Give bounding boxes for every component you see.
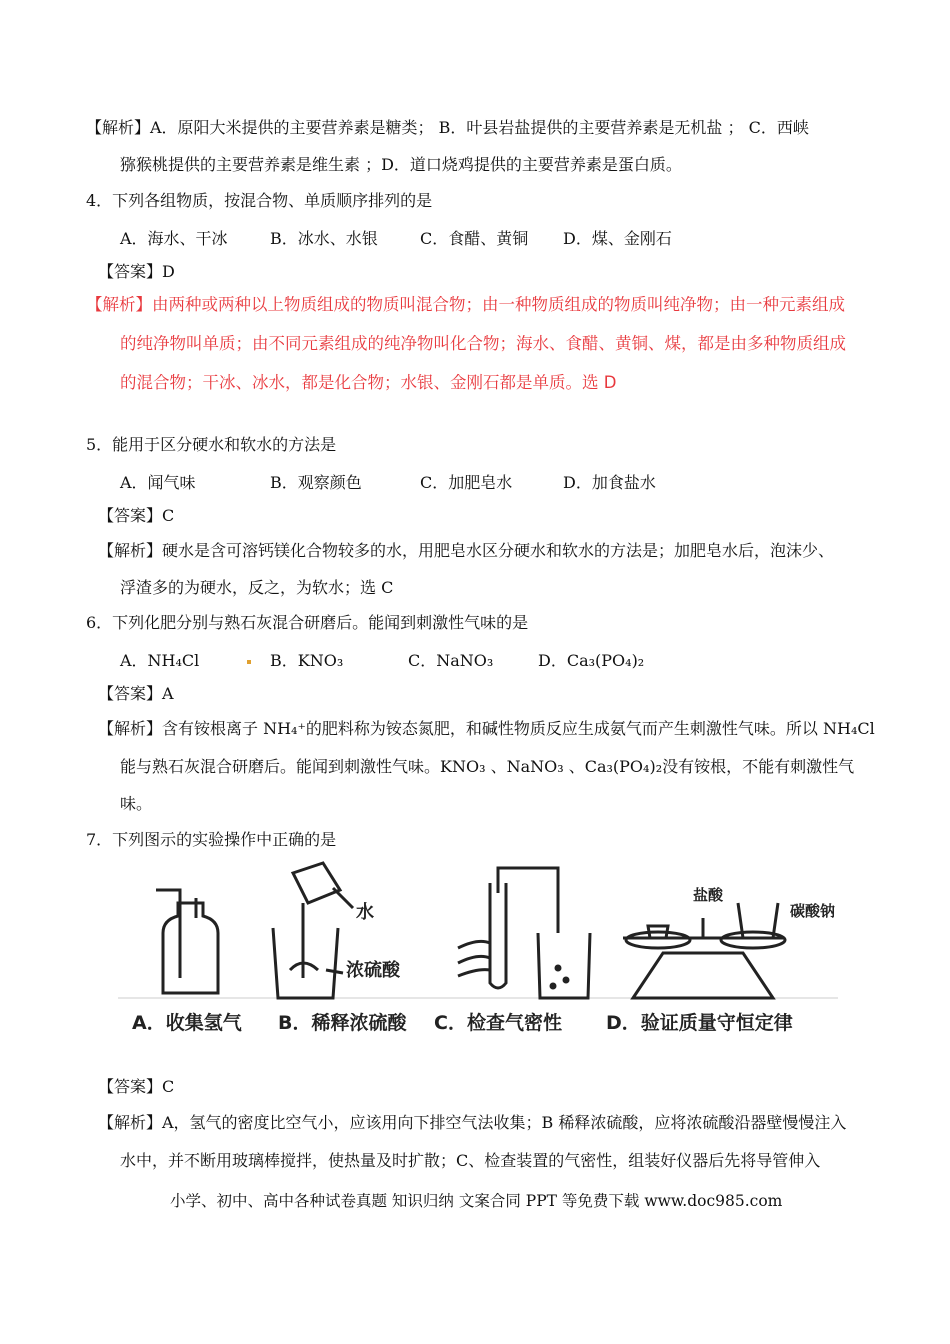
caption-b: B．稀释浓硫酸 [278, 1012, 407, 1034]
q5-explanation-line1: 【解析】硬水是含可溶钙镁化合物较多的水，用肥皂水区分硬水和软水的方法是；加肥皂水后，泡沫少、 [98, 541, 835, 560]
acid-label: 浓硫酸 [346, 960, 400, 981]
question-4: 4．下列各组物质，按混合物、单质顺序排列的是 [86, 191, 433, 210]
q4-option-c: C．食醋、黄铜 [420, 229, 529, 248]
experiment-illustrations [118, 858, 838, 1008]
q5-option-a: A．闻气味 [120, 473, 196, 492]
q4-option-b: B．冰水、水银 [270, 229, 378, 248]
q5-option-d: D．加食盐水 [563, 473, 656, 492]
q6-option-b: B．KNO₃ [270, 651, 344, 670]
q4-answer: 【答案】D [98, 262, 175, 281]
caption-c: C．检查气密性 [434, 1012, 562, 1034]
q6-option-a: A．NH₄Cl [120, 651, 200, 670]
beaker-pouring-icon [273, 863, 353, 998]
q6-option-d: D．Ca₃(PO₄)₂ [538, 651, 645, 670]
q6-answer: 【答案】A [98, 684, 174, 703]
q6-explanation-line3: 味。 [120, 794, 153, 813]
q6-explanation-line1: 【解析】含有铵根离子 NH₄⁺的肥料称为铵态氮肥，和碱性物质反应生成氨气而产生刺激性气味。所以 NH₄Cl [98, 719, 875, 738]
q5-explanation-line2: 浮渣多的为硬水，反之，为软水；选 C [120, 578, 394, 597]
q7-explanation-line1: 【解析】A，氢气的密度比空气小，应该用向下排空气法收集；B 稀释浓硫酸，应将浓硫酸沿器壁慢慢注入 [98, 1113, 847, 1132]
sodium-carbonate-label: 碳酸钠 [790, 902, 836, 920]
stray-dot [247, 660, 251, 664]
caption-d: D．验证质量守恒定律 [606, 1012, 793, 1034]
hcl-label: 盐酸 [693, 886, 724, 904]
q4-explanation-line3: 的混合物；干冰、冰水，都是化合物；水银、金刚石都是单质。选 D [120, 373, 617, 392]
page-footer: 小学、初中、高中各种试卷真题 知识归纳 文案合同 PPT 等免费下载 www.doc985.com [170, 1192, 783, 1210]
question-5: 5．能用于区分硬水和软水的方法是 [86, 435, 337, 454]
q7-answer: 【答案】C [98, 1077, 175, 1096]
question-6: 6．下列化肥分别与熟石灰混合研磨后。能闻到刺激性气味的是 [86, 613, 529, 632]
balance-icon [623, 903, 785, 998]
q6-option-c: C．NaNO₃ [408, 651, 494, 670]
experiment-figure [118, 858, 838, 1038]
q3-explanation-line1: 【解析】A．原阳大米提供的主要营养素是糖类； B．叶县岩盐提供的主要营养素是无机盐 ； C．西峡 [86, 118, 809, 137]
q5-option-b: B．观察颜色 [270, 473, 362, 492]
q3-explanation-line2: 猕猴桃提供的主要营养素是维生素 ；D．道口烧鸡提供的主要营养素是蛋白质。 [120, 155, 682, 174]
water-label: 水 [356, 902, 374, 923]
q7-explanation-line2: 水中，并不断用玻璃棒搅拌，使热量及时扩散；C、检查装置的气密性，组装好仪器后先将导管伸入 [120, 1151, 821, 1170]
gas-bottle-icon [156, 890, 218, 993]
airtightness-test-icon [458, 868, 590, 998]
q4-explanation-line1: 【解析】由两种或两种以上物质组成的物质叫混合物；由一种物质组成的物质叫纯净物；由一种元素组成 [86, 295, 845, 314]
q5-option-c: C．加肥皂水 [420, 473, 513, 492]
q5-answer: 【答案】C [98, 506, 175, 525]
q4-option-a: A．海水、干冰 [120, 229, 228, 248]
question-7: 7．下列图示的实验操作中正确的是 [86, 830, 337, 849]
q4-explanation-line2: 的纯净物叫单质；由不同元素组成的纯净物叫化合物；海水、食醋、黄铜、煤，都是由多种物质组成 [120, 334, 846, 353]
q4-option-d: D．煤、金刚石 [563, 229, 672, 248]
caption-a: A．收集氢气 [132, 1012, 242, 1034]
q6-explanation-line2: 能与熟石灰混合研磨后。能闻到刺激性气味。KNO₃ 、NaNO₃ 、Ca₃(PO₄)₂没有铵根，不能有刺激性气 [120, 757, 855, 776]
